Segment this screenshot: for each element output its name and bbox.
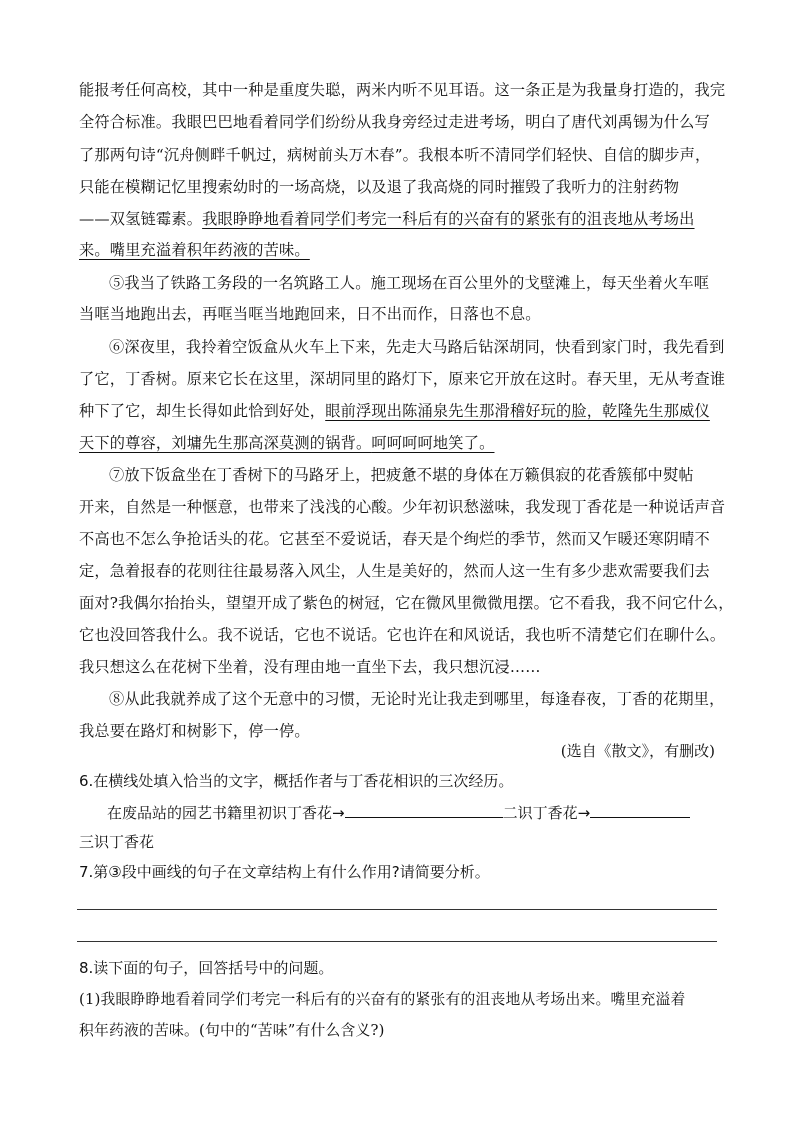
q6-part3: 三识丁香花 xyxy=(79,833,155,851)
question-6-fill xyxy=(107,803,690,823)
passage-line: 它也没回答我什么。我不说话，它也不说话。它也许在和风说话，我也听不清楚它们在聊什么。 xyxy=(79,626,726,644)
passage-line: ⑤我当了铁路工务段的一名筑路工人。施工现场在百公里外的戈壁滩上，每天坐着火车哐 xyxy=(109,274,710,292)
underlined-sentence: 眼前浮现出陈涌泉先生那滑稽好玩的脸，乾隆先生那威仪 xyxy=(325,402,710,420)
q6-part2: 二识丁香花→ xyxy=(502,804,591,822)
underlined-sentence: 来。嘴里充溢着积年药液的苦味。 xyxy=(79,241,310,259)
question-8-1-line: 积年药液的苦味。(句中的“苦味”有什么含义?) xyxy=(79,1022,385,1039)
passage-line xyxy=(79,433,494,453)
passage-line: 了那两句诗“沉舟侧畔千帆过，病树前头万木春”。我根本听不清同学们轻快、自信的脚步声， xyxy=(79,146,711,164)
passage-text: ——双氢链霉素。 xyxy=(79,210,203,228)
question-8-stem: 8.读下面的句子，回答括号中的问题。 xyxy=(79,959,334,977)
underlined-sentence: 呵呵呵呵地笑了。 xyxy=(371,434,495,452)
answer-line[interactable] xyxy=(77,941,717,942)
answer-line[interactable] xyxy=(77,909,717,910)
question-7-stem: 7.第③段中画线的句子在文章结构上有什么作用?请简要分析。 xyxy=(79,863,490,881)
passage-line: 开来，自然是一种惬意，也带来了浅浅的心酸。少年初识愁滋味，我发现丁香花是一种说话声音 xyxy=(79,498,726,516)
question-6-stem: 6.在横线处填入恰当的文字，概括作者与丁香花相识的三次经历。 xyxy=(79,772,514,790)
passage-line: 定，急着报春的花则往往最易落入风尘，人生是美好的，然而人这一生有多少悲欢需要我们去 xyxy=(79,562,710,580)
passage-line xyxy=(79,240,310,260)
passage-line: 全符合标准。我眼巴巴地看着同学们纷纷从我身旁经过走进考场，明白了唐代刘禹锡为什么写 xyxy=(79,113,710,131)
answer-blank-2[interactable] xyxy=(590,803,690,818)
passage-line: 能报考任何高校，其中一种是重度失聪，两米内听不见耳语。这一条正是为我量身打造的，我完 xyxy=(79,81,726,99)
passage-line: ⑧从此我就养成了这个无意中的习惯，无论时光让我走到哪里，每逢春夜，丁香的花期里， xyxy=(109,690,725,708)
passage-line: 面对?我偶尔抬抬头，望望开成了紫色的树冠，它在微风里微微甩摆。它不看我，我不问它什么， xyxy=(79,594,734,612)
underlined-sentence: 我眼睁睁地看着同学们考完一科后有的兴奋有的紧张有的沮丧地从考场出 xyxy=(202,210,695,228)
passage-line: 只能在模糊记忆里搜索幼时的一场高烧，以及退了我高烧的同时摧毁了我听力的注射药物 xyxy=(79,178,680,196)
passage-line xyxy=(79,209,695,229)
passage-line: 不高也不怎么争抢话头的花。它甚至不爱说话，春天是个绚烂的季节，然而又乍暖还寒阴晴不 xyxy=(79,530,710,548)
passage-line: ⑥深夜里，我拎着空饭盒从火车上下来，先走大马路后钻深胡同，快看到家门时，我先看到 xyxy=(109,338,725,356)
passage-line xyxy=(79,401,710,421)
q6-part1: 在废品站的园艺书籍里初识丁香花→ xyxy=(107,804,345,822)
underlined-sentence: 天下的尊容，刘墉先生那高深莫测的锅背。 xyxy=(79,434,372,452)
passage-line: 我总要在路灯和树影下，停一停。 xyxy=(79,722,310,740)
passage-line: 我只想这么在花树下坐着，没有理由地一直坐下去，我只想沉浸…… xyxy=(79,658,541,676)
question-8-1-line: (1)我眼睁睁地看着同学们考完一科后有的兴奋有的紧张有的沮丧地从考场出来。嘴里充溢着 xyxy=(79,991,686,1008)
passage-line: 当哐当地跑出去，再哐当哐当地跑回来，日不出而作，日落也不息。 xyxy=(79,305,541,323)
passage-line: 了它，丁香树。原来它长在这里，深胡同里的路灯下，原来它开放在这时。春天里，无从考查谁 xyxy=(79,370,726,388)
answer-blank-1[interactable] xyxy=(345,803,503,818)
passage-text: 种下了它，却生长得如此恰到好处， xyxy=(79,402,326,420)
source-note: (选自《散文》，有删改) xyxy=(560,742,715,760)
passage-line: ⑦放下饭盒坐在丁香树下的马路牙上，把疲惫不堪的身体在万籁俱寂的花香簇郁中熨帖 xyxy=(109,466,694,484)
